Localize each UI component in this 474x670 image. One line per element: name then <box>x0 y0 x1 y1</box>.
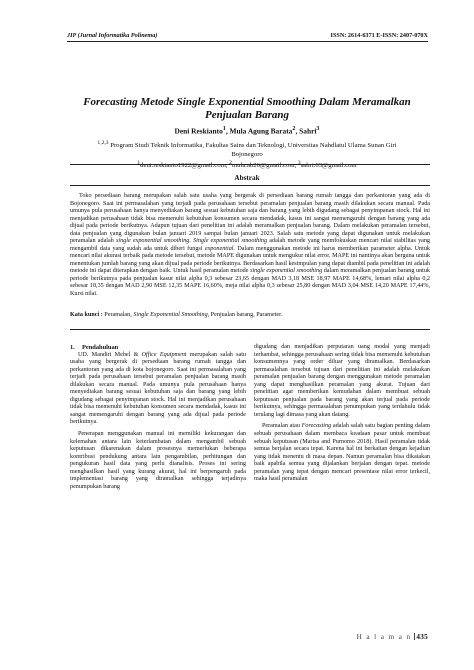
section-number: 1. <box>70 344 75 351</box>
left-column <box>70 344 246 491</box>
right-column <box>254 344 430 484</box>
author-list <box>60 126 434 135</box>
header-rule <box>67 41 428 42</box>
email-1[interactable]: deni.reskianto1922@gmail.com, <box>140 162 230 170</box>
keywords-text-2: Penjualan barang, Parameter. <box>209 312 283 318</box>
keywords <box>70 312 430 320</box>
paper-title <box>60 96 434 122</box>
intro-text-4b: adalah salah satu bagian penting dalam sebuah perusahaan dalam membaca keadaan pasar untuk membuat sebuah keputusan (Marisa and Purnomo 2018). Hasil peramalan tidak semua berjalan secara tepat. Karena hal ini berkaitan dengan kejadian yang tidak menentu di masa depan. Namun peramalan bisa dikatakan baik apabila semua yang dijalankan berjalan dengan tepat. metode peramalan yang tepat dengan mencari presentase nilai error terkecil, maka hasil peramalan <box>254 423 430 483</box>
section-heading <box>70 344 246 352</box>
abstract-body <box>70 193 430 298</box>
title-line-1: Forecasting Metode Single Exponential Smoothing Dalam Meramalkan <box>83 96 411 108</box>
intro-text-1a: UD. Mandiri Mebel & <box>78 351 142 358</box>
author-2-sup: 2 <box>292 126 296 132</box>
email-1-sup: 1 <box>137 160 141 167</box>
section-title: Pendahuluan <box>82 344 119 351</box>
abstract-emphasis-1: single exponential smoothing. Single exponential smoothing <box>116 238 268 244</box>
author-sep-1: , <box>225 126 230 136</box>
author-3: Sahri <box>299 126 317 136</box>
abstract-emphasis-2: exponential. <box>204 245 236 252</box>
affiliation-line-1: Program Studi Teknik Informatika, Fakultas Sains dan Teknologi, Universitas Nahdlatul Ulama Sunan Giri <box>108 142 397 150</box>
email-2-sup: 2 <box>229 160 232 167</box>
abstract-bottom-rule <box>70 329 430 330</box>
author-1: Deni Reskianto <box>174 126 223 136</box>
intro-text-1b: merupakan salah satu usaha yang bergerak di persediaan barang rumah tangga dan perkantoran yang ada di kota bojonegoro. Saat ini permasalahan yang terjadi pada perusahaan tersebut peramalan penjualan barang masih dilakukan secara manual. Pada umunya pula perusahaan hanya menyediakan barang sesuai kebutuhan saja dan barang yang lebih digudang sebagai penyimpanan stock. Hal ini menjadikan perusahaan tidak bisa memenuhi kebutuhan konsumen secara mendadak, kasus ini sangat memengaruhi dengan barang yang ada dijual pada periode berikutnya. <box>70 351 246 426</box>
abstract-heading-rule <box>70 185 430 186</box>
title-line-2: Penjualan Barang <box>204 109 290 121</box>
email-2[interactable]: mula.ab26@gmail.com, <box>231 162 298 170</box>
intro-paragraph-3: digudang dan menjadikan perputaran uang modal yang menjadi terhambat, sehingga perusahaan sering tidak bisa memenuhi kebutuhan konsumennya yang order diluar yang diramalkan. Berdasarkan permasalahan tersebut tujuan dari penelitian ini adalah melakukan peramalan penjualan barang dengan menggunakan metode peramalan yang dapat menghasilkan peramalan yang akurat. Tujuan dari penelitian agar memberikan kemudahan dalam membuat sebuah keputusan penjualan pada barang yang akan terjual pada periode berikutnya, sehingga permasalahan penumpukan yang terdahulu tidak terulang lagi dimasa yang akan datang. <box>254 344 430 418</box>
intro-emphasis-4: Forecasting <box>301 423 332 430</box>
author-2: Mula Agung Barata <box>229 126 293 136</box>
keywords-emphasis: Single Exponential Smoothing, <box>133 312 210 318</box>
footer-word: H a l a m a n <box>356 633 412 641</box>
abstract-text-1: Toko persediaan barang merupakan salah satu usaha yang bergerak di persediaan barang rumah tangga dan perkantoran yang ada di Bojonegoro. Saat ini permasalahan yang terjadi pada perusahaan tersebut peramalan penjualan barang masih dilakukan secara manual. Pada umunya pula perusahaan hanya menyediakan barang sesuai kebutuhan saja dan barang yang lebih digudang sebagai penyimpanan stock. Hal ini menjadikan perusahaan tidak bisa memenuhi kebutuhan konsumen secara mendadak, kasus ini sangat memengaruhi dengan barang yang ada dijual pada periode berikutnya. Adapun tujuan dari penelitian ini adalah meramalkan penjualan barang. Dalam melakukan peramalan tersebut, data penjualan yang digunakan bulan januari 2019 sampai bulan januari 2023. Salah satu metode yang dapat digunakan untuk melakukan peramalan adalah <box>70 193 430 244</box>
author-1-sup: 1 <box>222 126 226 132</box>
abstract-emphasis-3: single exponential smoothing <box>250 268 323 274</box>
intro-emphasis-1: Office Equipment <box>141 351 187 358</box>
abstract-text-4: dalam meramalkan penjualan barang untuk periode berikutnya pada penjualan kasur nilai alpha 0,3 sebesar 23,65 dengan MAD 3,18 MSE 18,97 MAPE 14,68%, lemari nilai alpha 0,2 sebesar 18,35 dengan MAD 2,90 MSE 12,35 MAPE 16,60%, meja nilai alpha 0,3 sebesar 25,80 dengan MAD 3,04 MSE 14,20 MAPE 17,44%, Kursi nilai. <box>70 268 430 297</box>
email-3-sup: 3 <box>297 160 301 167</box>
page-footer <box>357 633 428 641</box>
abstract-top-rule <box>70 164 430 165</box>
affiliation <box>60 139 434 171</box>
author-sep-2: , <box>295 126 300 136</box>
intro-paragraph-2: Penerapan menggunakan manual ini memiliki kekurangan dan kelemahan antara lain keterlambatan dalam mengambil sebuah keputusan dikarenakan dalam prosesnya memerlukan beberapa kontribusi pendukung antara lain pengambilan, perhitungan dan pengukuran hasil data yang perlu dianalisis. Proses ini sering menghasilkan hasil yang kurang akurat, hal ini berpengaruh pada implementasi barang yang diramalkan sehingga terjadinya penumpukan barang <box>70 431 246 490</box>
journal-name: JIP (Jurnal Informatika Polinema) <box>67 32 158 39</box>
page-number: 435 <box>416 633 428 641</box>
issn: ISSN: 2614-6371 E-ISSN: 2407-070X <box>330 32 428 39</box>
keywords-label: Kata kunci : <box>70 312 103 318</box>
keywords-text-1: Peramalan, <box>102 312 134 318</box>
email-3[interactable]: sahri.63@gmail.com <box>300 162 357 170</box>
intro-text-4a: Peramalan atau <box>262 423 302 430</box>
affiliation-sup: 1,2,3 <box>97 140 109 146</box>
abstract-heading: Abstrak <box>234 174 260 182</box>
intro-paragraph-4 <box>254 423 430 483</box>
intro-paragraph-1 <box>70 352 246 427</box>
abstract-text-3: Dalam menggunakan metode ini harus memberikan parameter alpha. Untuk mencari nilai akurasi terbaik pada metode tersebut, metode MAPE digunakan untuk mengukur nilai error. MAPE ini nantinya akan berguna untuk menentukan jumlah barang yang akan dijual pada periode berikutnya. Berdasarkan hasil kesimpulan yang dapat diambil pada penelitian ini adalah metode ini dapat diterapkan dengan baik. Untuk hasil peramalan metode <box>70 245 430 274</box>
affiliation-line-2: Bojonegoro <box>231 150 263 158</box>
abstract-paragraph <box>70 193 430 298</box>
author-3-sup: 3 <box>316 126 320 132</box>
abstract-text-2: adalah metode yang memfokuskan mencari nilai stabilitas yang mengambil data yang sudah ada untuk diberi fungsi <box>70 238 431 252</box>
footer-separator <box>414 633 415 640</box>
